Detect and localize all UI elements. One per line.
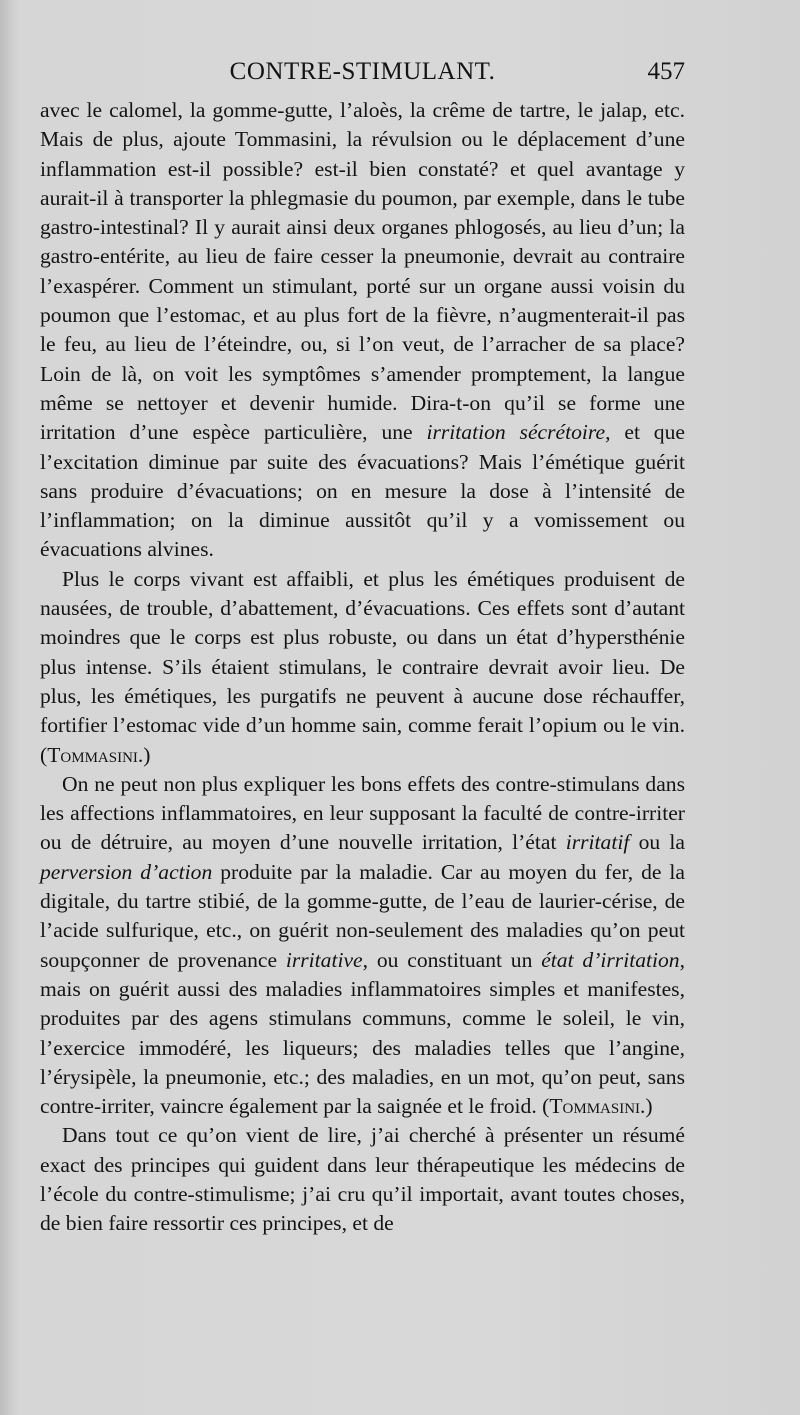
text-run: ) <box>645 1094 653 1119</box>
page-header <box>40 58 685 92</box>
paragraph-1 <box>40 96 685 565</box>
running-head: CONTRE-STIMULANT. <box>229 58 496 85</box>
italic-term: irritatif <box>565 830 630 855</box>
italic-term: perversion d’action <box>40 859 213 884</box>
text-run: ou la <box>629 830 685 855</box>
author-citation: Tommasini. <box>549 1094 646 1119</box>
text-run: ) <box>143 742 151 767</box>
paragraph-3 <box>40 770 685 1122</box>
text-run: On ne peut non plus expliquer les bons effets des contre-stimulans dans les affections inflammatoires, en leur supposant la faculté de contre-irriter ou de détruire, au moyen d’une nouvelle irritation, l’état <box>40 771 685 855</box>
text-run: Plus le corps vivant est affaibli, et plus les émétiques produisent de nausées, de trouble, d’abattement, d’évacuations. Ces effets sont d’autant moindres que le corps est plus robuste, ou dans un état d’hypersthénie plus intense. S’ils étaient stimulans, le contraire devrait avoir lieu. De plus, les émétiques, les purgatifs ne peuvent à aucune dose réchauffer, fortifier l’estomac vide d’un homme sain, comme ferait l’opium ou le vin. ( <box>40 566 685 767</box>
text-run: , et que l’excitation diminue par suite des évacuations? Mais l’émétique guérit sans produire d’évacuations; on en mesure la dose à l’intensité de l’inflammation; on la diminue aussitôt qu’il y a vomissement ou évacuations alvines. <box>40 420 685 562</box>
text-run: produite par la maladie. Car au moyen du fer, de la digitale, du tartre stibié, de la gomme-gutte, de l’eau de laurier-cérise, de l’acide sulfurique, etc., on guérit non-seulement des maladies qu’on peut soupçonner de provenance <box>40 859 686 972</box>
paragraph-2 <box>40 565 685 770</box>
italic-term: irritative <box>285 947 363 972</box>
page-number: 457 <box>647 58 685 85</box>
text-run: avec le calomel, la gomme-gutte, l’aloès, la crême de tartre, le jalap, etc. Mais de plus, ajoute Tommasini, la révulsion ou le déplacement d’une inflammation est-il possible? est-il bien constaté? et quel avantage y aurait-il à transporter la phlegmasie du poumon, par exemple, dans le tube gastro-intestinal? Il y aurait ainsi deux organes phlogosés, au lieu d’un; la gastro-entérite, au lieu de faire cesser la pneumonie, devrait au contraire l’exaspérer. Comment un stimulant, porté sur un organe aussi voisin du poumon que l’estomac, et au plus fort de la fièvre, n’augmenterait-il pas le feu, au lieu de l’éteindre, ou, si l’on veut, de l’arracher de sa place? Loin de là, on voit les symptômes s’amender promptement, la langue même se nettoyer et devenir humide. Dira-t-on qu’il se forme une irritation d’une espèce particulière, une <box>40 98 685 445</box>
italic-term: état d’irritation <box>541 947 680 972</box>
italic-term: irritation sécrétoire <box>426 420 606 445</box>
body-text <box>40 96 685 1239</box>
author-citation: Tommasini. <box>47 742 144 767</box>
paragraph-4 <box>40 1121 685 1238</box>
text-run: Dans tout ce qu’on vient de lire, j’ai cherché à présenter un résumé exact des principes qui guident dans leur thérapeutique les médecins de l’école du contre-stimulisme; j’ai cru qu’il importait, avant toutes choses, de bien faire ressortir ces principes, et de <box>40 1123 685 1236</box>
text-run: , ou constituant un <box>362 947 542 972</box>
text-run: , mais on guérit aussi des maladies inflammatoires simples et manifestes, produites par des agens stimulans communs, comme le soleil, le vin, l’exercice immodéré, les liqueurs; des maladies telles que l’angine, l’érysipèle, la pneumonie, etc.; des maladies, en un mot, qu’on peut, sans contre-irriter, vaincre également par la saignée et le froid. ( <box>40 947 685 1119</box>
